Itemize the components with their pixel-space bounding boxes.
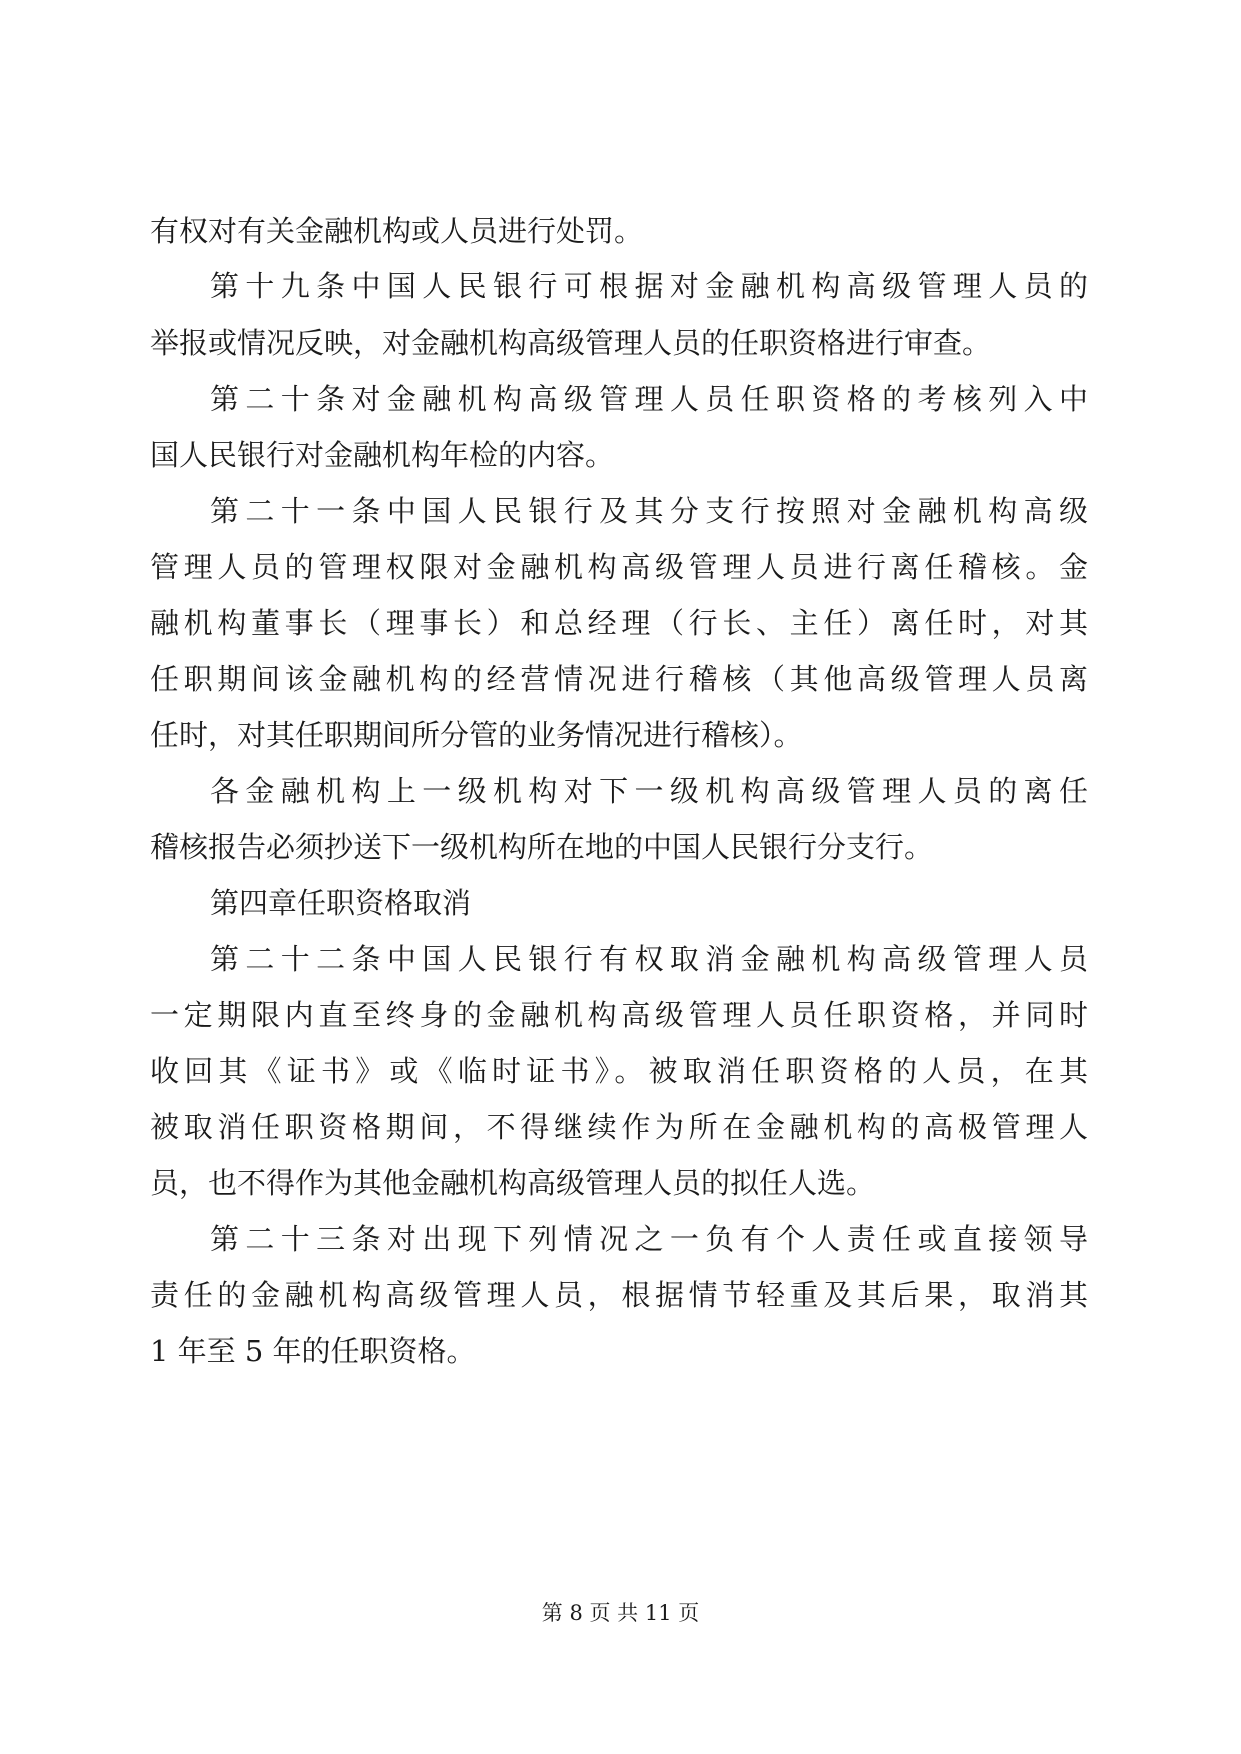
line-text: 稽核报告必须抄送下一级机构所在地的中国人民银行分支行。	[150, 830, 934, 864]
line-text: 责任的金融机构高级管理人员，根据情节轻重及其后果，取消其	[150, 1278, 1093, 1312]
body-line-21	[150, 1331, 476, 1371]
body-line-1	[150, 211, 643, 251]
body-line-5	[150, 435, 614, 475]
body-line-3	[150, 323, 991, 363]
line-text: 第四章任职资格取消	[210, 886, 472, 920]
line-text: 有权对有关金融机构或人员进行处罚。	[150, 214, 644, 248]
line-text: 第二十一条中国人民银行及其分支行按照对金融机构高级	[210, 494, 1095, 528]
line-text: 员，也不得作为其他金融机构高级管理人员的拟任人选。	[150, 1166, 876, 1200]
line-text: 一定期限内直至终身的金融机构高级管理人员任职资格，并同时	[150, 998, 1093, 1032]
body-line-20	[150, 1275, 1093, 1315]
line-text: 各金融机构上一级机构对下一级机构高级管理人员的离任	[210, 774, 1095, 808]
body-line-6	[210, 491, 1094, 531]
body-line-17	[150, 1107, 1093, 1147]
line-text: 第二十二条中国人民银行有权取消金融机构高级管理人员	[210, 942, 1095, 976]
body-line-14	[210, 939, 1094, 979]
body-line-15	[150, 995, 1093, 1035]
line-text: 融机构董事长（理事长）和总经理（行长、主任）离任时，对其	[150, 606, 1093, 640]
line-text: 被取消任职资格期间，不得继续作为所在金融机构的高极管理人	[150, 1110, 1093, 1144]
line-text: 任职期间该金融机构的经营情况进行稽核（其他高级管理人员离	[150, 662, 1093, 696]
line-text: 国人民银行对金融机构年检的内容。	[150, 438, 615, 472]
line-text: 第二十三条对出现下列情况之一负有个人责任或直接领导	[210, 1222, 1095, 1256]
page-footer: 第 8 页 共 11 页	[541, 1601, 700, 1625]
line-text: 举报或情况反映，对金融机构高级管理人员的任职资格进行审查。	[150, 326, 992, 360]
line-text: 收回其《证书》或《临时证书》。被取消任职资格的人员，在其	[150, 1054, 1094, 1088]
body-line-10	[150, 715, 803, 755]
line-text: 管理人员的管理权限对金融机构高级管理人员进行离任稽核。金	[150, 550, 1093, 584]
line-text: 第二十条对金融机构高级管理人员任职资格的考核列入中	[210, 382, 1095, 416]
body-line-2	[210, 266, 1094, 306]
chapter-heading	[210, 883, 471, 923]
body-line-19	[210, 1219, 1094, 1259]
body-line-12	[150, 827, 933, 867]
body-line-16	[150, 1051, 1093, 1091]
body-line-7	[150, 547, 1093, 587]
body-line-4	[210, 379, 1094, 419]
line-text: 1 年至 5 年的任职资格。	[150, 1334, 476, 1368]
line-text: 第十九条中国人民银行可根据对金融机构高级管理人员的	[210, 269, 1095, 303]
body-line-8	[150, 603, 1093, 643]
body-line-9	[150, 659, 1093, 699]
body-line-11	[210, 771, 1094, 811]
body-line-18	[150, 1163, 875, 1203]
line-text: 任时，对其任职期间所分管的业务情况进行稽核）。	[150, 718, 803, 752]
